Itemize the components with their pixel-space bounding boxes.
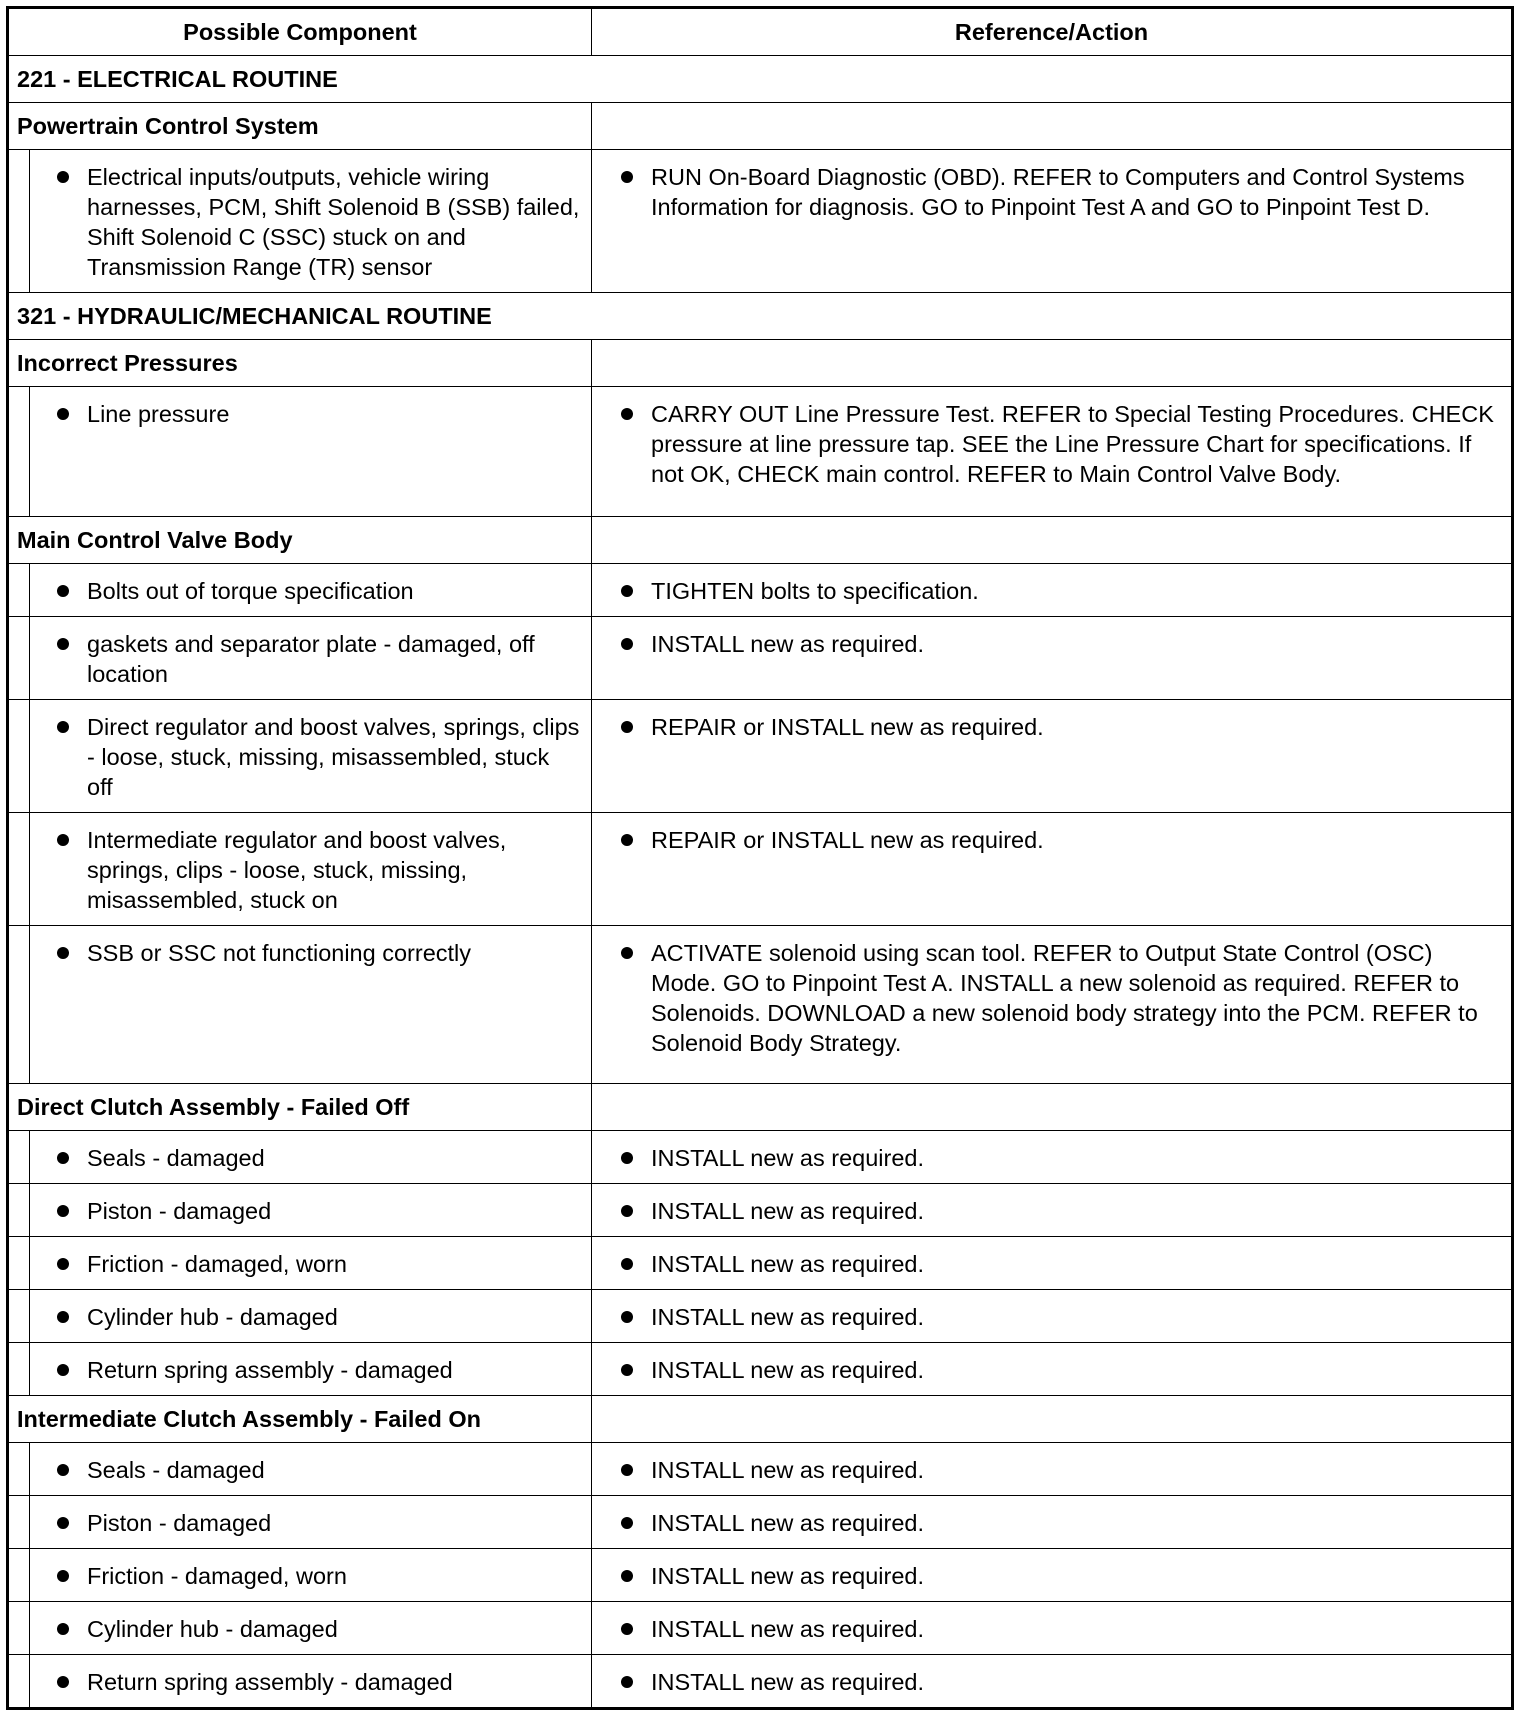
header-reference-action: Reference/Action (592, 8, 1513, 56)
component-text: Piston - damaged (30, 1184, 591, 1236)
indent-cell (8, 813, 30, 926)
component-cell (30, 1131, 592, 1184)
indent-cell (8, 1343, 30, 1396)
action-cell (592, 150, 1513, 293)
action-text: ACTIVATE solenoid using scan tool. REFER to Output State Control (OSC) Mode. GO to Pinpoint Test A. INSTALL a new solenoid as required. REFER to Solenoids. DOWNLOAD a new solenoid body strategy into the PCM. REFER to Solenoid Body Strategy. (592, 926, 1511, 1068)
component-text: Intermediate regulator and boost valves, springs, clips - loose, stuck, missing, misassembled, stuck on (30, 813, 591, 925)
indent-cell (8, 1655, 30, 1709)
component-text: Return spring assembly - damaged (30, 1343, 591, 1395)
action-text: INSTALL new as required. (592, 1443, 1511, 1495)
action-cell (592, 813, 1513, 926)
component-cell (30, 1290, 592, 1343)
component-cell (30, 1237, 592, 1290)
component-cell (30, 813, 592, 926)
category-cell (8, 517, 592, 564)
component-text: Seals - damaged (30, 1131, 591, 1183)
category-cell (8, 340, 592, 387)
action-cell (592, 1496, 1513, 1549)
component-text: Direct regulator and boost valves, springs, clips - loose, stuck, missing, misassembled, stuck off (30, 700, 591, 812)
component-text: SSB or SSC not functioning correctly (30, 926, 591, 978)
action-cell (592, 1655, 1513, 1709)
action-text: INSTALL new as required. (592, 1184, 1511, 1236)
indent-cell (8, 150, 30, 293)
table-row (8, 617, 1513, 700)
section-cell (8, 293, 1513, 340)
component-cell (30, 387, 592, 517)
action-text: INSTALL new as required. (592, 1655, 1511, 1707)
action-text: INSTALL new as required. (592, 1290, 1511, 1342)
indent-cell (8, 1237, 30, 1290)
action-cell (592, 1290, 1513, 1343)
table-row (8, 564, 1513, 617)
component-cell (30, 1496, 592, 1549)
indent-cell (8, 1184, 30, 1237)
table-row (8, 813, 1513, 926)
table-row (8, 1655, 1513, 1709)
table-row (8, 150, 1513, 293)
component-cell (30, 700, 592, 813)
category-action-cell (592, 340, 1513, 387)
component-cell (30, 1655, 592, 1709)
table-row (8, 1496, 1513, 1549)
category-row (8, 103, 1513, 150)
indent-cell (8, 1602, 30, 1655)
action-cell (592, 700, 1513, 813)
indent-cell (8, 926, 30, 1084)
action-text: INSTALL new as required. (592, 1343, 1511, 1395)
action-cell (592, 1131, 1513, 1184)
category-row (8, 517, 1513, 564)
action-text: INSTALL new as required. (592, 1131, 1511, 1183)
action-text: TIGHTEN bolts to specification. (592, 564, 1511, 616)
indent-cell (8, 700, 30, 813)
table-row (8, 387, 1513, 517)
action-text: INSTALL new as required. (592, 1237, 1511, 1289)
action-text: CARRY OUT Line Pressure Test. REFER to Special Testing Procedures. CHECK pressure at line pressure tap. SEE the Line Pressure Chart for specifications. If not OK, CHECK main control. REFER to Main Control Valve Body. (592, 387, 1511, 499)
indent-cell (8, 564, 30, 617)
component-cell (30, 926, 592, 1084)
action-text: INSTALL new as required. (592, 1549, 1511, 1601)
table-row (8, 1549, 1513, 1602)
category-action-cell (592, 103, 1513, 150)
action-cell (592, 1443, 1513, 1496)
component-text: Seals - damaged (30, 1443, 591, 1495)
table-row (8, 1131, 1513, 1184)
component-text: Piston - damaged (30, 1496, 591, 1548)
component-text: Bolts out of torque specification (30, 564, 591, 616)
action-text: INSTALL new as required. (592, 617, 1511, 669)
action-cell (592, 1343, 1513, 1396)
category-title: Incorrect Pressures (17, 350, 238, 376)
action-text: RUN On-Board Diagnostic (OBD). REFER to Computers and Control Systems Information for diagnosis. GO to Pinpoint Test A and GO to Pinpoint Test D. (592, 150, 1511, 232)
diagnosis-table (6, 6, 1514, 1710)
component-cell (30, 1602, 592, 1655)
header-row (8, 8, 1513, 56)
component-cell (30, 150, 592, 293)
action-cell (592, 1184, 1513, 1237)
table-row (8, 1443, 1513, 1496)
table-row (8, 1602, 1513, 1655)
indent-cell (8, 1443, 30, 1496)
section-row (8, 293, 1513, 340)
table-row (8, 1184, 1513, 1237)
action-text: INSTALL new as required. (592, 1496, 1511, 1548)
category-row (8, 1396, 1513, 1443)
category-cell (8, 1084, 592, 1131)
table-body (8, 56, 1513, 1709)
indent-cell (8, 387, 30, 517)
category-cell (8, 103, 592, 150)
component-text: Electrical inputs/outputs, vehicle wiring harnesses, PCM, Shift Solenoid B (SSB) failed, Shift Solenoid C (SSC) stuck on and Transmission Range (TR) sensor (30, 150, 591, 292)
component-cell (30, 1343, 592, 1396)
component-text: Friction - damaged, worn (30, 1237, 591, 1289)
component-cell (30, 1184, 592, 1237)
component-text: Friction - damaged, worn (30, 1549, 591, 1601)
indent-cell (8, 1496, 30, 1549)
action-cell (592, 926, 1513, 1084)
action-cell (592, 387, 1513, 517)
component-cell (30, 1549, 592, 1602)
action-cell (592, 564, 1513, 617)
section-cell (8, 56, 1513, 103)
category-action-cell (592, 1396, 1513, 1443)
category-row (8, 340, 1513, 387)
component-text: gaskets and separator plate - damaged, off location (30, 617, 591, 699)
component-cell (30, 617, 592, 700)
component-cell (30, 1443, 592, 1496)
indent-cell (8, 1290, 30, 1343)
action-cell (592, 1602, 1513, 1655)
category-title: Powertrain Control System (17, 113, 319, 139)
component-cell (30, 564, 592, 617)
indent-cell (8, 1131, 30, 1184)
action-text: REPAIR or INSTALL new as required. (592, 700, 1511, 752)
component-text: Return spring assembly - damaged (30, 1655, 591, 1707)
category-row (8, 1084, 1513, 1131)
table-row (8, 926, 1513, 1084)
category-action-cell (592, 1084, 1513, 1131)
section-title: 321 - HYDRAULIC/MECHANICAL ROUTINE (17, 303, 492, 329)
action-text: INSTALL new as required. (592, 1602, 1511, 1654)
category-action-cell (592, 517, 1513, 564)
section-title: 221 - ELECTRICAL ROUTINE (17, 66, 338, 92)
table-row (8, 1343, 1513, 1396)
indent-cell (8, 1549, 30, 1602)
action-cell (592, 617, 1513, 700)
table-row (8, 700, 1513, 813)
category-title: Intermediate Clutch Assembly - Failed On (17, 1406, 482, 1432)
section-row (8, 56, 1513, 103)
category-title: Main Control Valve Body (17, 527, 293, 553)
category-title: Direct Clutch Assembly - Failed Off (17, 1094, 410, 1120)
header-possible-component: Possible Component (8, 8, 592, 56)
component-text: Cylinder hub - damaged (30, 1602, 591, 1654)
component-text: Line pressure (30, 387, 591, 439)
action-text: REPAIR or INSTALL new as required. (592, 813, 1511, 865)
action-cell (592, 1237, 1513, 1290)
table-row (8, 1290, 1513, 1343)
component-text: Cylinder hub - damaged (30, 1290, 591, 1342)
table-row (8, 1237, 1513, 1290)
action-cell (592, 1549, 1513, 1602)
indent-cell (8, 617, 30, 700)
category-cell (8, 1396, 592, 1443)
